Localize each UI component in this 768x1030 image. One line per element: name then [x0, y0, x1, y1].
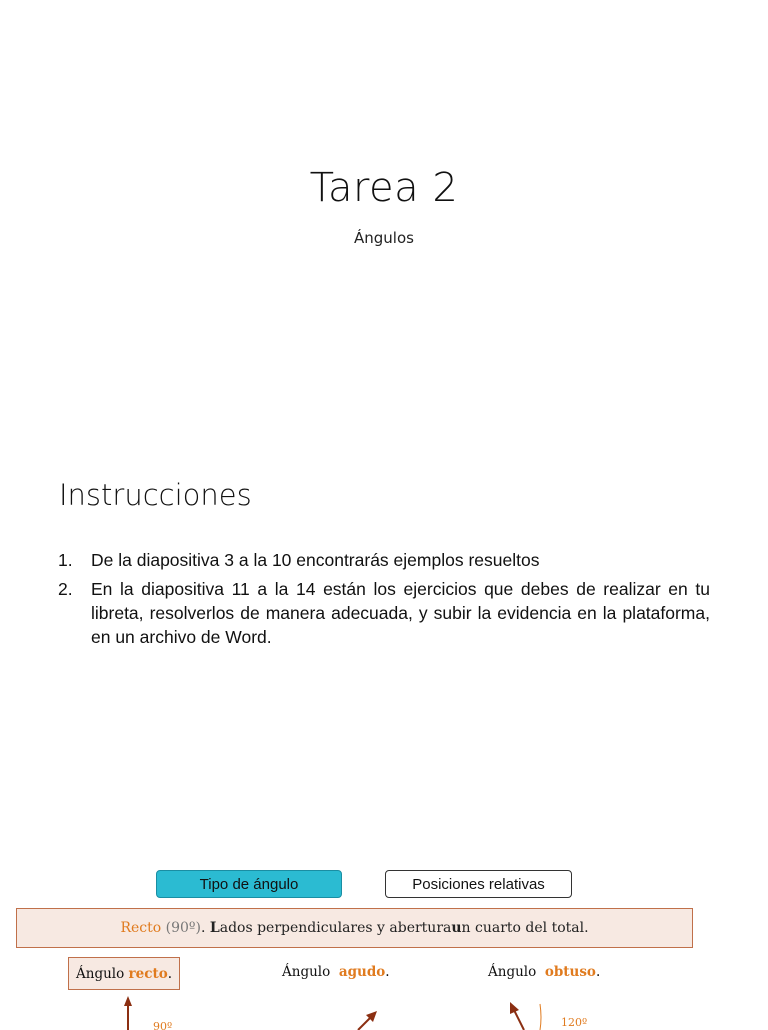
instructions-heading: Instrucciones — [59, 478, 252, 512]
presentation-title: Tarea 2 — [309, 165, 459, 211]
label-word-agudo: agudo — [338, 964, 386, 980]
definition-text-2: n cuarto del total. — [461, 920, 589, 936]
angle-types-slide — [0, 820, 768, 1030]
label-angulo-recto[interactable] — [68, 957, 180, 990]
label-prefix: Ángulo — [488, 964, 541, 980]
tipo-angulo-button[interactable]: Tipo de ángulo — [156, 870, 342, 898]
definition-initial-l: L — [209, 920, 220, 936]
instructions-list — [58, 548, 710, 654]
right-angle-arrowhead — [124, 996, 132, 1006]
definition-degrees: (90º) — [165, 920, 201, 936]
instruction-item — [58, 577, 710, 649]
obtuse-angle-diagram — [510, 1002, 587, 1030]
obtuse-angle-arc — [540, 1004, 541, 1030]
label-word-recto: recto — [128, 965, 168, 982]
title-slide — [0, 0, 768, 420]
definition-dot: . — [200, 920, 206, 936]
definition-text-1: ados perpendiculares y abertura — [219, 920, 452, 936]
label-suffix: . — [167, 965, 172, 982]
instruction-text: En la diapositiva 11 a la 14 están los ejercicios que debes de realizar en tu libreta, resolverlos de manera adecuada, y subir la evidencia en la plataforma, en un archivo de Word. — [91, 579, 710, 647]
right-angle-measure: 90º — [153, 1020, 173, 1030]
acute-angle-diagram — [358, 1011, 377, 1030]
definition-term: Recto — [120, 920, 162, 936]
obtuse-angle-ray — [514, 1010, 524, 1030]
label-suffix: . — [385, 964, 390, 980]
instruction-number: 1. — [58, 550, 73, 570]
instruction-item — [58, 548, 710, 572]
label-word-obtuso: obtuso — [544, 964, 596, 980]
label-prefix: Ángulo — [76, 965, 125, 982]
instruction-number: 2. — [58, 579, 73, 599]
instruction-text: De la diapositiva 3 a la 10 encontrarás ejemplos resueltos — [91, 550, 540, 570]
instructions-slide — [0, 420, 768, 820]
obtuse-angle-measure: 120º — [561, 1016, 588, 1029]
label-suffix: . — [595, 964, 601, 980]
posiciones-relativas-button[interactable]: Posiciones relativas — [385, 870, 572, 898]
right-angle-diagram — [124, 996, 172, 1030]
label-prefix: Ángulo — [282, 964, 335, 980]
definition-box — [16, 908, 693, 948]
definition-initial-u: u — [451, 920, 462, 936]
label-angulo-obtuso[interactable] — [488, 964, 600, 980]
presentation-subtitle: Ángulos — [354, 229, 414, 247]
angle-diagrams — [0, 990, 768, 1030]
label-angulo-agudo[interactable] — [282, 964, 390, 980]
